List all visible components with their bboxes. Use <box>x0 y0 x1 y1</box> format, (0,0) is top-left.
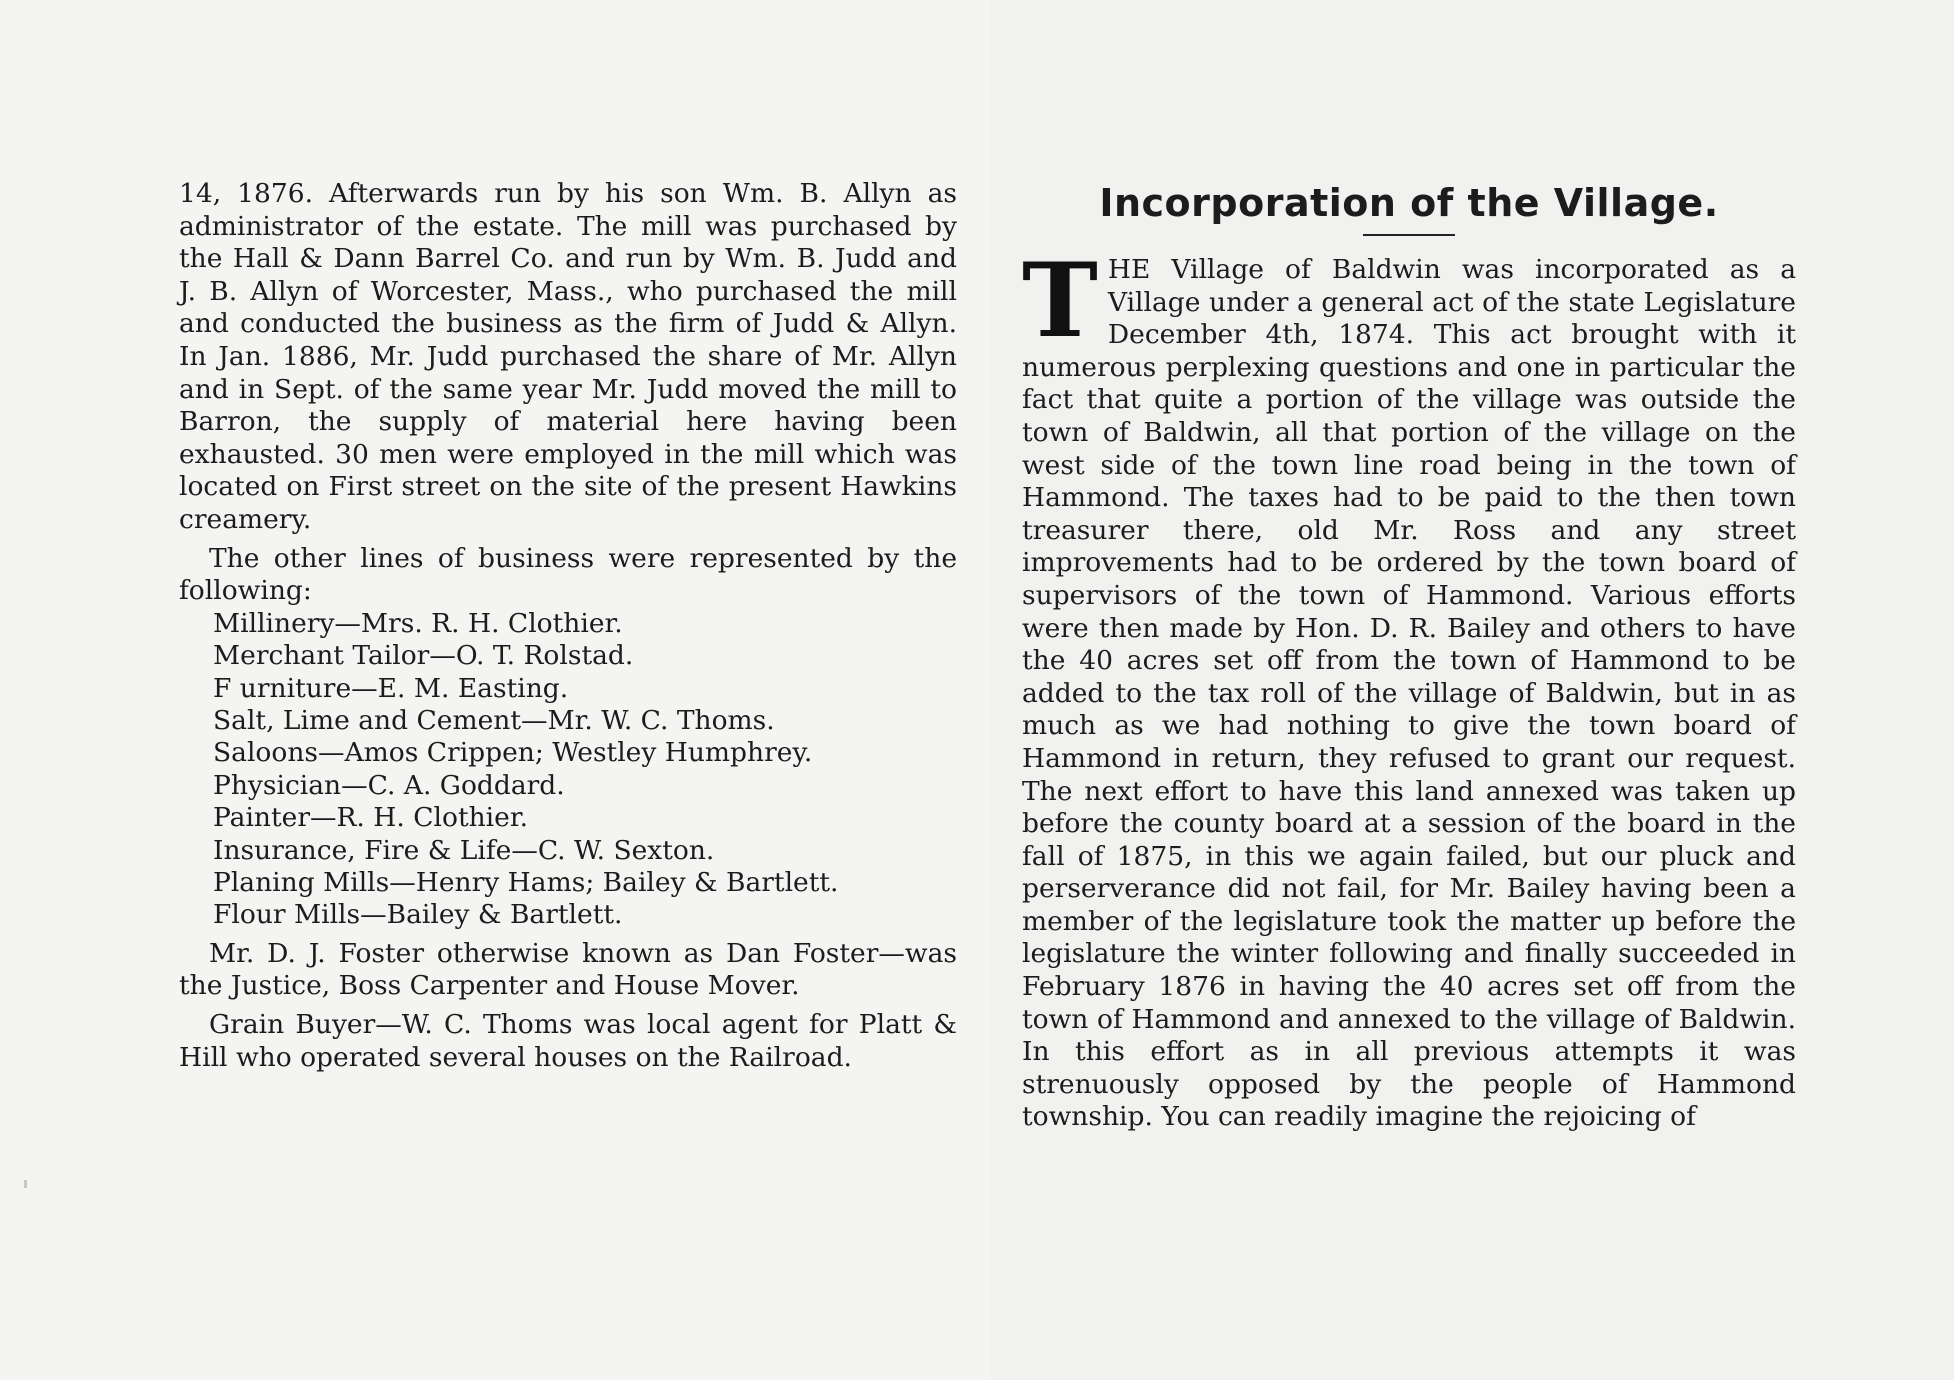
business-list-item: Flour Mills—Bailey & Bartlett. <box>213 899 623 931</box>
section-heading: Incorporation of the Village. <box>1099 181 1719 225</box>
business-list-item: Saloons—Amos Crippen; Westley Humphrey. <box>213 737 813 769</box>
drop-cap: T <box>1022 241 1098 361</box>
other-lines-intro: The other lines of business were represented by the following: <box>179 542 957 607</box>
business-list-item: Planing Mills—Henry Hams; Bailey & Bartlett. <box>213 866 839 898</box>
business-list-item: Insurance, Fire & Life—C. W. Sexton. <box>213 834 715 866</box>
left-text-column <box>179 178 957 1074</box>
business-list <box>179 608 957 932</box>
heading-rule <box>1363 234 1455 236</box>
right-text-column <box>1022 178 1796 1134</box>
business-list-item: Merchant Tailor—O. T. Rolstad. <box>213 640 634 672</box>
page-speck <box>24 1180 27 1188</box>
business-list-item: F urniture—E. M. Easting. <box>213 672 569 704</box>
incorporation-paragraph <box>1022 241 1796 1134</box>
business-list-item: Physician—C. A. Goddard. <box>213 769 565 801</box>
opening-paragraph: 14, 1876. Afterwards run by his son Wm. B. Allyn as administrator of the estate. The mill was purchased by the Hall & Dann Barrel Co. and run by Wm. B. Judd and J. B. Allyn of Worcester, Mass., who purchased the mill and conducted the business as the firm of Judd & Allyn. In Jan. 1886, Mr. Judd purchased the share of Mr. Allyn and in Sept. of the same year Mr. Judd moved the mill to Barron, the supply of material here having been exhausted. 30 men were employed in the mill which was located on First street on the site of the present Hawkins creamery. <box>179 178 957 535</box>
foster-paragraph: Mr. D. J. Foster otherwise known as Dan Foster—was the Justice, Boss Carpenter and House Mover. <box>179 937 957 1002</box>
business-list-item: Painter—R. H. Clothier. <box>213 802 528 834</box>
business-list-item: Millinery—Mrs. R. H. Clothier. <box>213 607 623 639</box>
incorporation-body: HE Village of Baldwin was incorporated as a Village under a general act of the state Legislature December 4th, 1874. This act brought with it numerous perplexing questions and one in particular the fact that quite a portion of the village was outside the town of Baldwin, all that portion of the village on the west side of the town line road being in the town of Hammond. The taxes had to be paid to the then town treasurer there, old Mr. Ross and any street improvements had to be ordered by the town board of supervisors of the town of Hammond. Various efforts were then made by Hon. D. R. Bailey and others to have the 40 acres set off from the town of Hammond to be added to the tax roll of the village of Baldwin, but in as much as we had nothing to give the town board of Hammond in return, they refused to grant our request. The next effort to have this land annexed was taken up before the county board at a session of the board in the fall of 1875, in this we again failed, but our pluck and perserverance did not fail, for Mr. Bailey having been a member of the legislature took the matter up before the legislature the winter following and finally succeeded in February 1876 in having the 40 acres set off from the town of Hammond and annexed to the village of Baldwin. In this effort as in all previous attempts it was strenuously opposed by the people of Hammond township. You can readily imagine the rejoicing of <box>1022 254 1796 1133</box>
business-list-item: Salt, Lime and Cement—Mr. W. C. Thoms. <box>213 704 775 736</box>
grain-buyer-paragraph: Grain Buyer—W. C. Thoms was local agent for Platt & Hill who operated several houses on the Railroad. <box>179 1008 957 1073</box>
